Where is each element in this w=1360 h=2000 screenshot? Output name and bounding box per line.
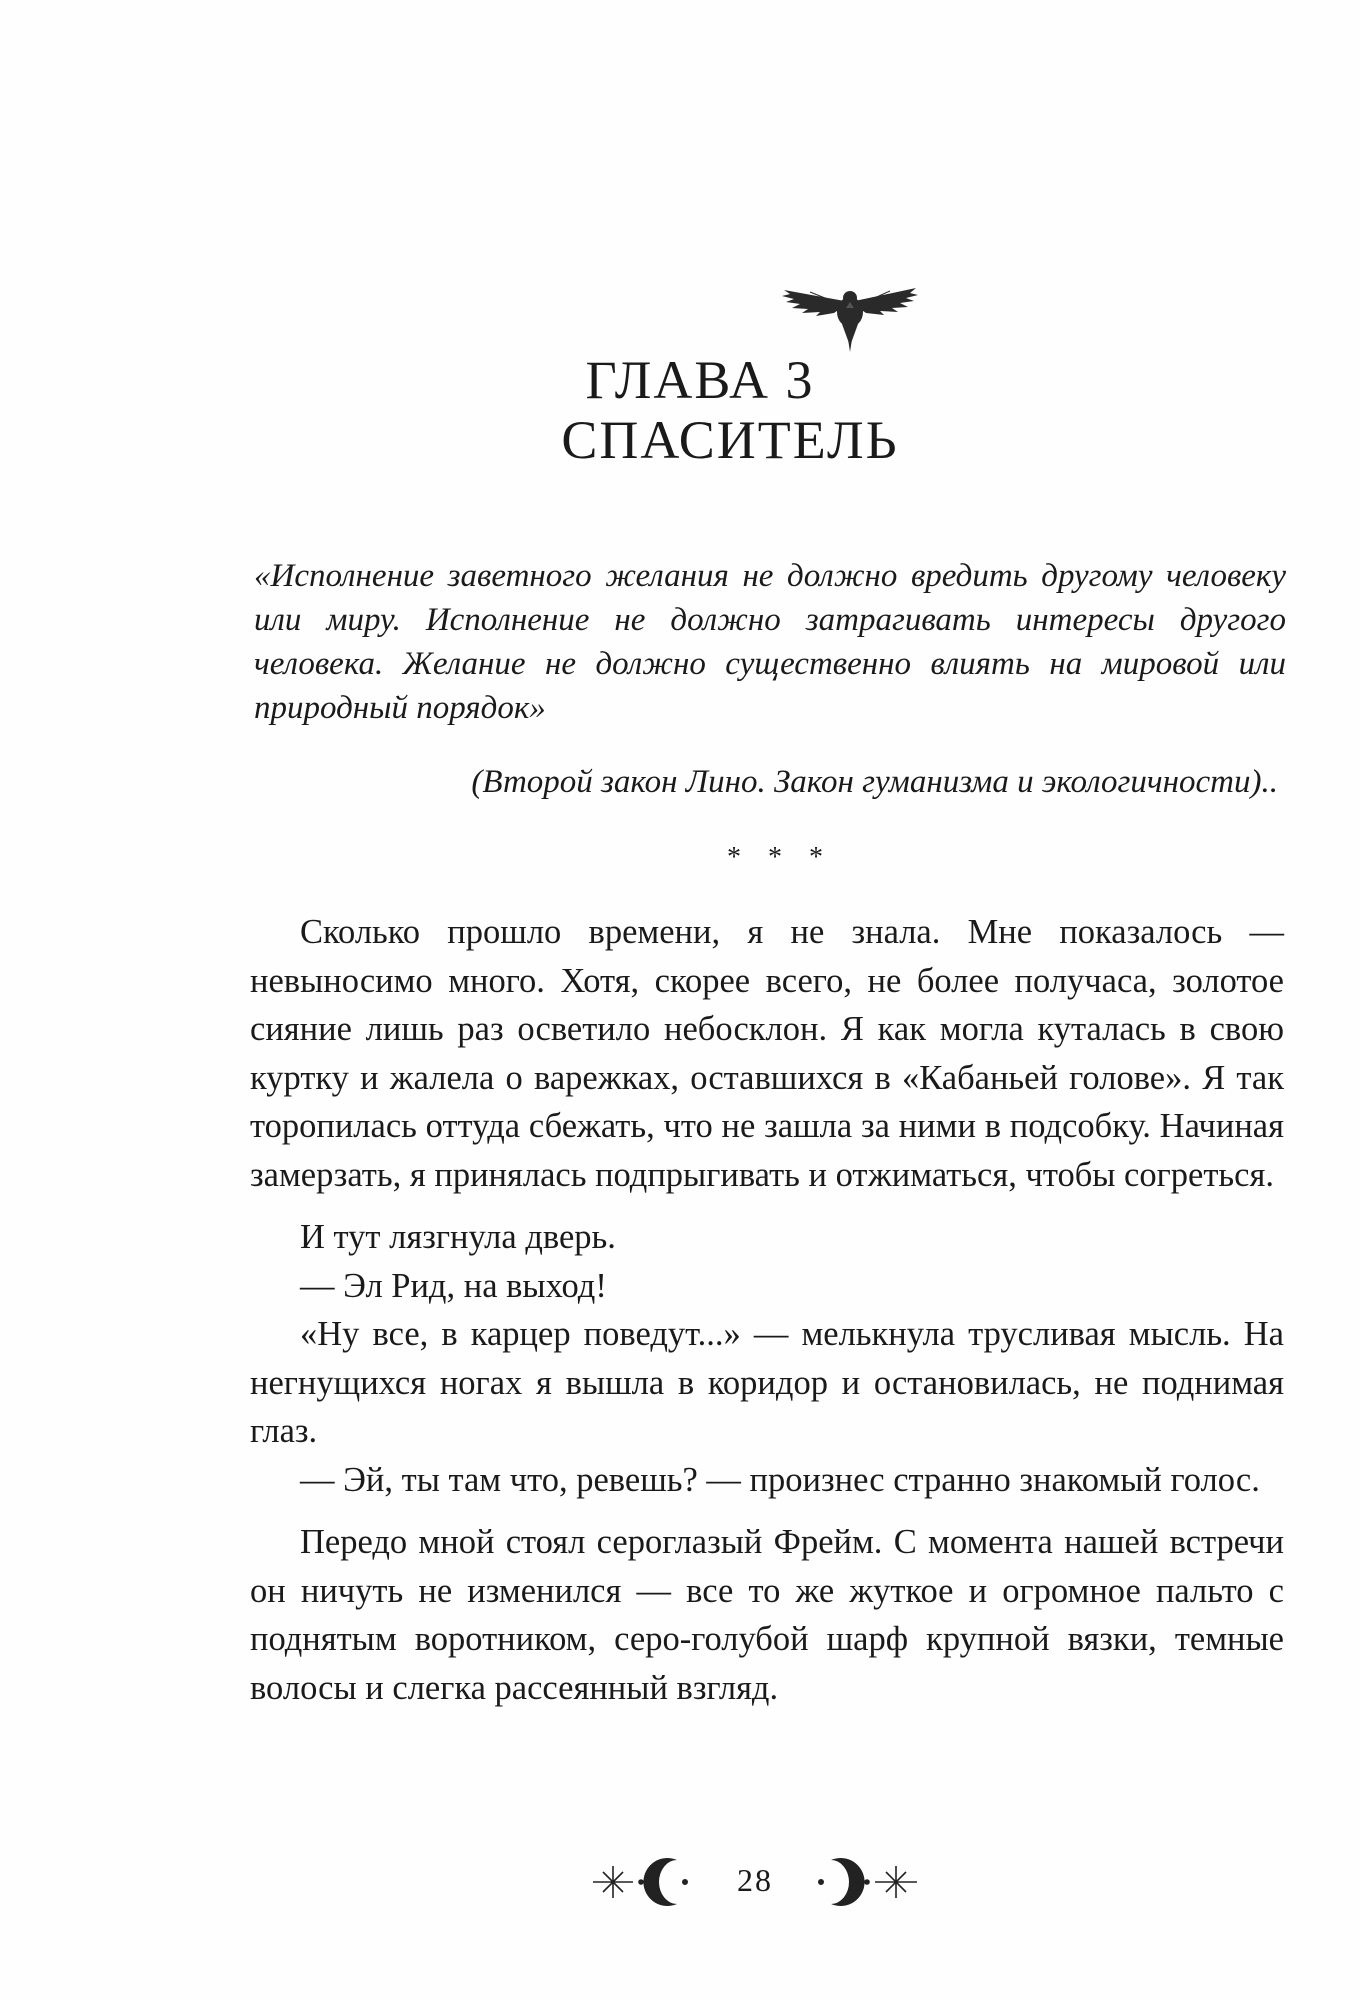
- chapter-title: СПАСИТЕЛЬ: [561, 410, 899, 470]
- epigraph-quote: «Исполнение заветного желания не должно вредить другому человеку или миру. Исполнение не должно затрагивать интересы другого человека. Желание не должно существенно влиять на мировой или природный порядок»: [254, 558, 1286, 726]
- paragraph: Передо мной стоял сероглазый Фрейм. С момента нашей встречи он ничуть не изменился — все то же жуткое и огромное пальто с поднятым воротником, серо-голубой шарф крупной вязки, темные волосы и слегка рассеянный взгляд.: [250, 1523, 1284, 1707]
- paragraph: Сколько прошло времени, я не знала. Мне показалось — невыносимо много. Хотя, скорее всего, не более получаса, золотое сияние лишь раз осветило небосклон. Я как могла куталась в свою куртку и жалела о варежках, оставшихся в «Кабаньей голове». Я так торопилась оттуда сбежать, что не зашла за ними в подсобку. Начиная замерзать, я принялась подпрыгивать и отжиматься, чтобы согреться.: [250, 913, 1284, 1194]
- section-separator: * * *: [727, 842, 833, 873]
- paragraph: — Эл Рид, на выход!: [300, 1266, 607, 1305]
- paragraph: «Ну все, в карцер поведут...» — мелькнула трусливая мысль. На негнущихся ногах я вышла в коридор и остановилась, не поднимая глаз.: [250, 1315, 1284, 1450]
- epigraph-source: (Второй закон Лино. Закон гуманизма и экологичности)..: [471, 764, 1278, 800]
- paragraph: И тут лязгнула дверь.: [300, 1218, 616, 1256]
- page-footer: [585, 1848, 925, 1918]
- chapter-body: [250, 908, 1284, 1712]
- crow-icon: [780, 282, 920, 354]
- chapter-number: ГЛАВА 3: [585, 350, 815, 410]
- page-number: 28: [737, 1862, 773, 1898]
- paragraph: — Эй, ты там что, ревешь? — произнес странно знакомый голос.: [300, 1460, 1260, 1499]
